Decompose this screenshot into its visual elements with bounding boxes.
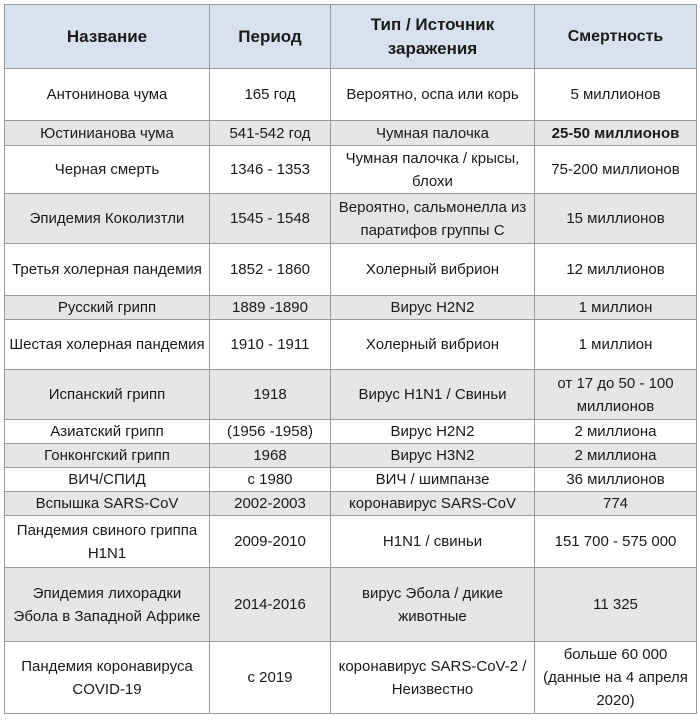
- cell-name: Пандемия свиного гриппа H1N1: [5, 516, 210, 568]
- cell-period: 1346 - 1353: [210, 146, 331, 194]
- cell-name: Азиатский грипп: [5, 420, 210, 444]
- cell-name: Антонинова чума: [5, 69, 210, 121]
- cell-name: ВИЧ/СПИД: [5, 468, 210, 492]
- table-row: [5, 642, 697, 714]
- cell-period: с 1980: [210, 468, 331, 492]
- table-row: [5, 320, 697, 370]
- cell-deaths: 11 325: [535, 568, 697, 642]
- cell-period: 1889 -1890: [210, 296, 331, 320]
- cell-name: Черная смерть: [5, 146, 210, 194]
- header-deaths: Смертность: [535, 5, 697, 69]
- cell-deaths: 5 миллионов: [535, 69, 697, 121]
- table-row: [5, 244, 697, 296]
- cell-deaths: 12 миллионов: [535, 244, 697, 296]
- cell-name: Эпидемия лихорадки Эбола в Западной Африке: [5, 568, 210, 642]
- cell-source: Вирус H3N2: [331, 444, 535, 468]
- cell-period: 2009-2010: [210, 516, 331, 568]
- cell-period: 1545 - 1548: [210, 194, 331, 244]
- cell-period: 1910 - 1911: [210, 320, 331, 370]
- cell-period: 1918: [210, 370, 331, 420]
- cell-name: Шестая холерная пандемия: [5, 320, 210, 370]
- pandemics-table: [4, 4, 697, 714]
- cell-name: Гонконгский грипп: [5, 444, 210, 468]
- cell-source: Холерный вибрион: [331, 320, 535, 370]
- cell-deaths: 774: [535, 492, 697, 516]
- cell-period: 1852 - 1860: [210, 244, 331, 296]
- cell-source: Вирус H1N1 / Свиньи: [331, 370, 535, 420]
- cell-source: коронавирус SARS-CoV-2 / Неизвестно: [331, 642, 535, 714]
- table-row: [5, 468, 697, 492]
- cell-source: коронавирус SARS-CoV: [331, 492, 535, 516]
- cell-deaths: 36 миллионов: [535, 468, 697, 492]
- cell-period: с 2019: [210, 642, 331, 714]
- cell-deaths: 1 миллион: [535, 320, 697, 370]
- cell-deaths: 15 миллионов: [535, 194, 697, 244]
- cell-period: 165 год: [210, 69, 331, 121]
- cell-source: Вероятно, сальмонелла из паратифов группы С: [331, 194, 535, 244]
- cell-period: 541-542 год: [210, 121, 331, 146]
- header-source: Тип / Источник заражения: [331, 5, 535, 69]
- table-row: [5, 492, 697, 516]
- cell-name: Вспышка SARS-CoV: [5, 492, 210, 516]
- cell-period: 1968: [210, 444, 331, 468]
- cell-source: Вирус H2N2: [331, 420, 535, 444]
- table-row: [5, 296, 697, 320]
- cell-source: вирус Эбола / дикие животные: [331, 568, 535, 642]
- cell-deaths: 75-200 миллионов: [535, 146, 697, 194]
- cell-period: (1956 -1958): [210, 420, 331, 444]
- cell-name: Эпидемия Коколизтли: [5, 194, 210, 244]
- cell-source: Вероятно, оспа или корь: [331, 69, 535, 121]
- cell-name: Пандемия коронавируса COVID-19: [5, 642, 210, 714]
- table-row: [5, 568, 697, 642]
- table-row: [5, 420, 697, 444]
- cell-source: Вирус H2N2: [331, 296, 535, 320]
- table-row: [5, 370, 697, 420]
- cell-deaths: 151 700 - 575 000: [535, 516, 697, 568]
- cell-name: Русский грипп: [5, 296, 210, 320]
- cell-deaths: от 17 до 50 - 100 миллионов: [535, 370, 697, 420]
- cell-deaths: больше 60 000 (данные на 4 апреля 2020): [535, 642, 697, 714]
- cell-name: Испанский грипп: [5, 370, 210, 420]
- cell-source: H1N1 / свиньи: [331, 516, 535, 568]
- cell-deaths: 2 миллиона: [535, 444, 697, 468]
- header-row: [5, 5, 697, 69]
- table-row: [5, 516, 697, 568]
- table-row: [5, 121, 697, 146]
- cell-deaths: 2 миллиона: [535, 420, 697, 444]
- header-period: Период: [210, 5, 331, 69]
- cell-period: 2002-2003: [210, 492, 331, 516]
- header-name: Название: [5, 5, 210, 69]
- table-row: [5, 194, 697, 244]
- cell-source: Чумная палочка: [331, 121, 535, 146]
- table-row: [5, 69, 697, 121]
- cell-source: ВИЧ / шимпанзе: [331, 468, 535, 492]
- cell-deaths: 1 миллион: [535, 296, 697, 320]
- cell-source: Чумная палочка / крысы, блохи: [331, 146, 535, 194]
- table-row: [5, 146, 697, 194]
- cell-period: 2014-2016: [210, 568, 331, 642]
- cell-source: Холерный вибрион: [331, 244, 535, 296]
- cell-deaths: 25-50 миллионов: [535, 121, 697, 146]
- cell-name: Юстинианова чума: [5, 121, 210, 146]
- cell-name: Третья холерная пандемия: [5, 244, 210, 296]
- table-row: [5, 444, 697, 468]
